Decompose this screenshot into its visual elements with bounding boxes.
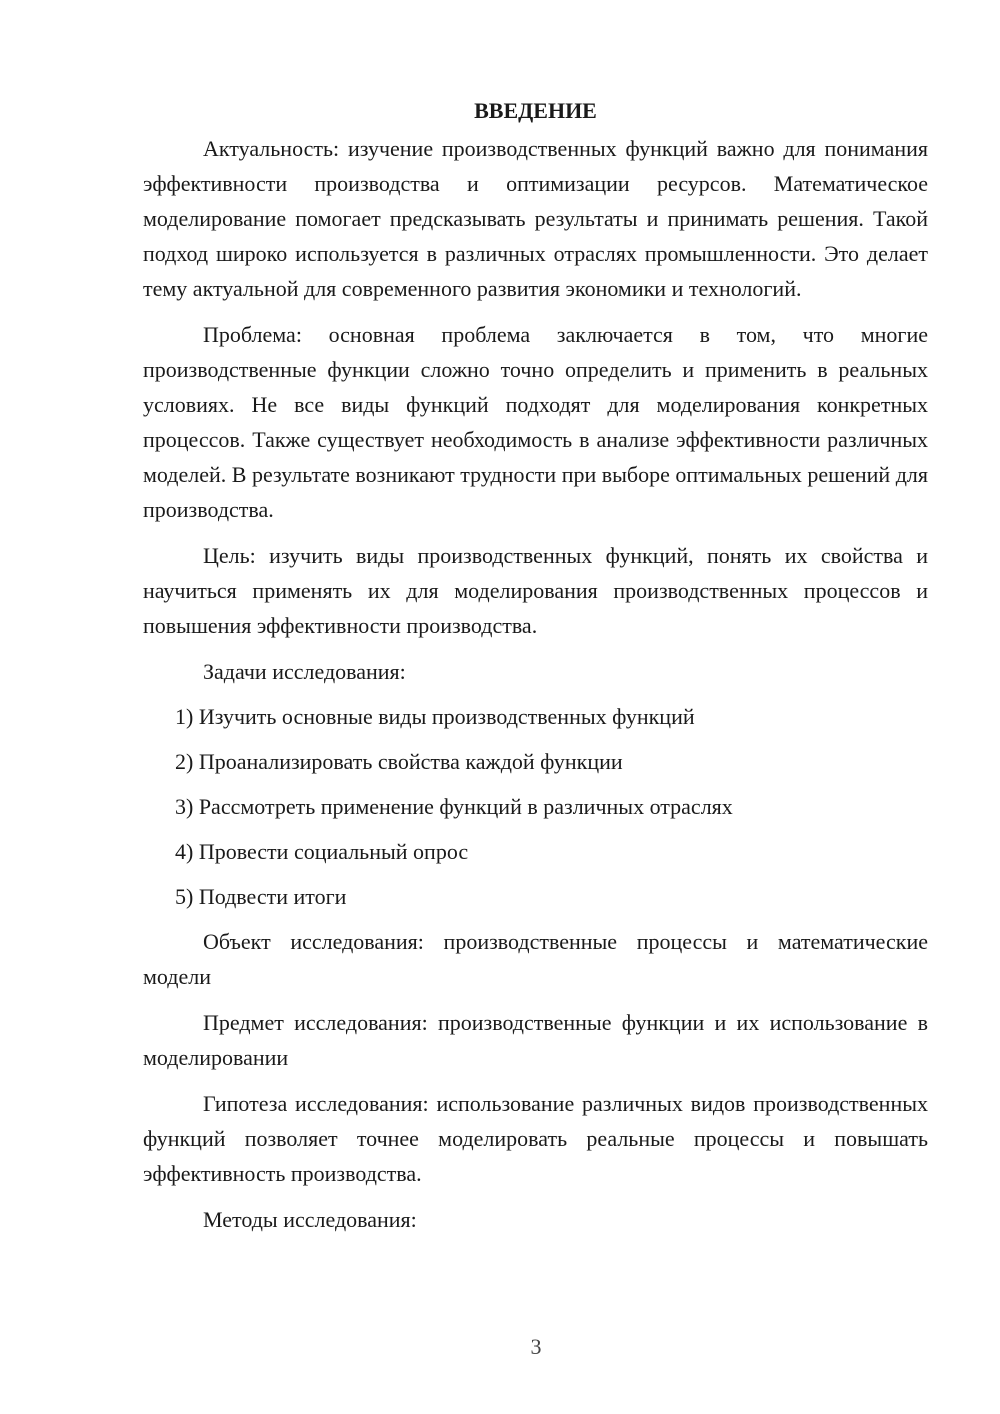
task-item: 5) Подвести итоги bbox=[175, 884, 347, 909]
subject-paragraph: Предмет исследования: производственные функции и их использование в моделировании bbox=[143, 1010, 928, 1070]
tasks-heading: Задачи исследования: bbox=[203, 659, 406, 684]
task-item: 1) Изучить основные виды производственных функций bbox=[175, 704, 695, 729]
hypothesis-paragraph: Гипотеза исследования: использование различных видов производственных функций позволяет точнее моделировать реальные процессы и повышать эффективность производства. bbox=[143, 1091, 928, 1186]
relevance-paragraph: Актуальность: изучение производственных функций важно для понимания эффективности производства и оптимизации ресурсов. Математическое моделирование помогает предсказывать результаты и принимать решения. Такой подход широко используется в различных отраслях промышленности. Это делает тему актуальной для современного развития экономики и технологий. bbox=[143, 136, 928, 301]
section-title: ВВЕДЕНИЕ bbox=[474, 98, 597, 123]
methods-heading: Методы исследования: bbox=[203, 1207, 417, 1232]
task-item: 4) Провести социальный опрос bbox=[175, 839, 469, 864]
object-paragraph: Объект исследования: производственные процессы и математические модели bbox=[143, 929, 928, 989]
page-number: 3 bbox=[530, 1334, 542, 1359]
task-item: 3) Рассмотреть применение функций в различных отраслях bbox=[175, 794, 733, 819]
tasks-list bbox=[143, 699, 928, 914]
document-page bbox=[143, 97, 928, 1247]
task-item: 2) Проанализировать свойства каждой функции bbox=[175, 749, 623, 774]
goal-paragraph: Цель: изучить виды производственных функций, понять их свойства и научиться применять их для моделирования производственных процессов и повышения эффективности производства. bbox=[143, 543, 928, 638]
problem-paragraph: Проблема: основная проблема заключается в том, что многие производственные функции сложно точно определить и применить в реальных условиях. Не все виды функций подходят для моделирования конкретных процессов. Также существует необходимость в анализе эффективности различных моделей. В результате возникают трудности при выборе оптимальных решений для производства. bbox=[143, 322, 928, 522]
